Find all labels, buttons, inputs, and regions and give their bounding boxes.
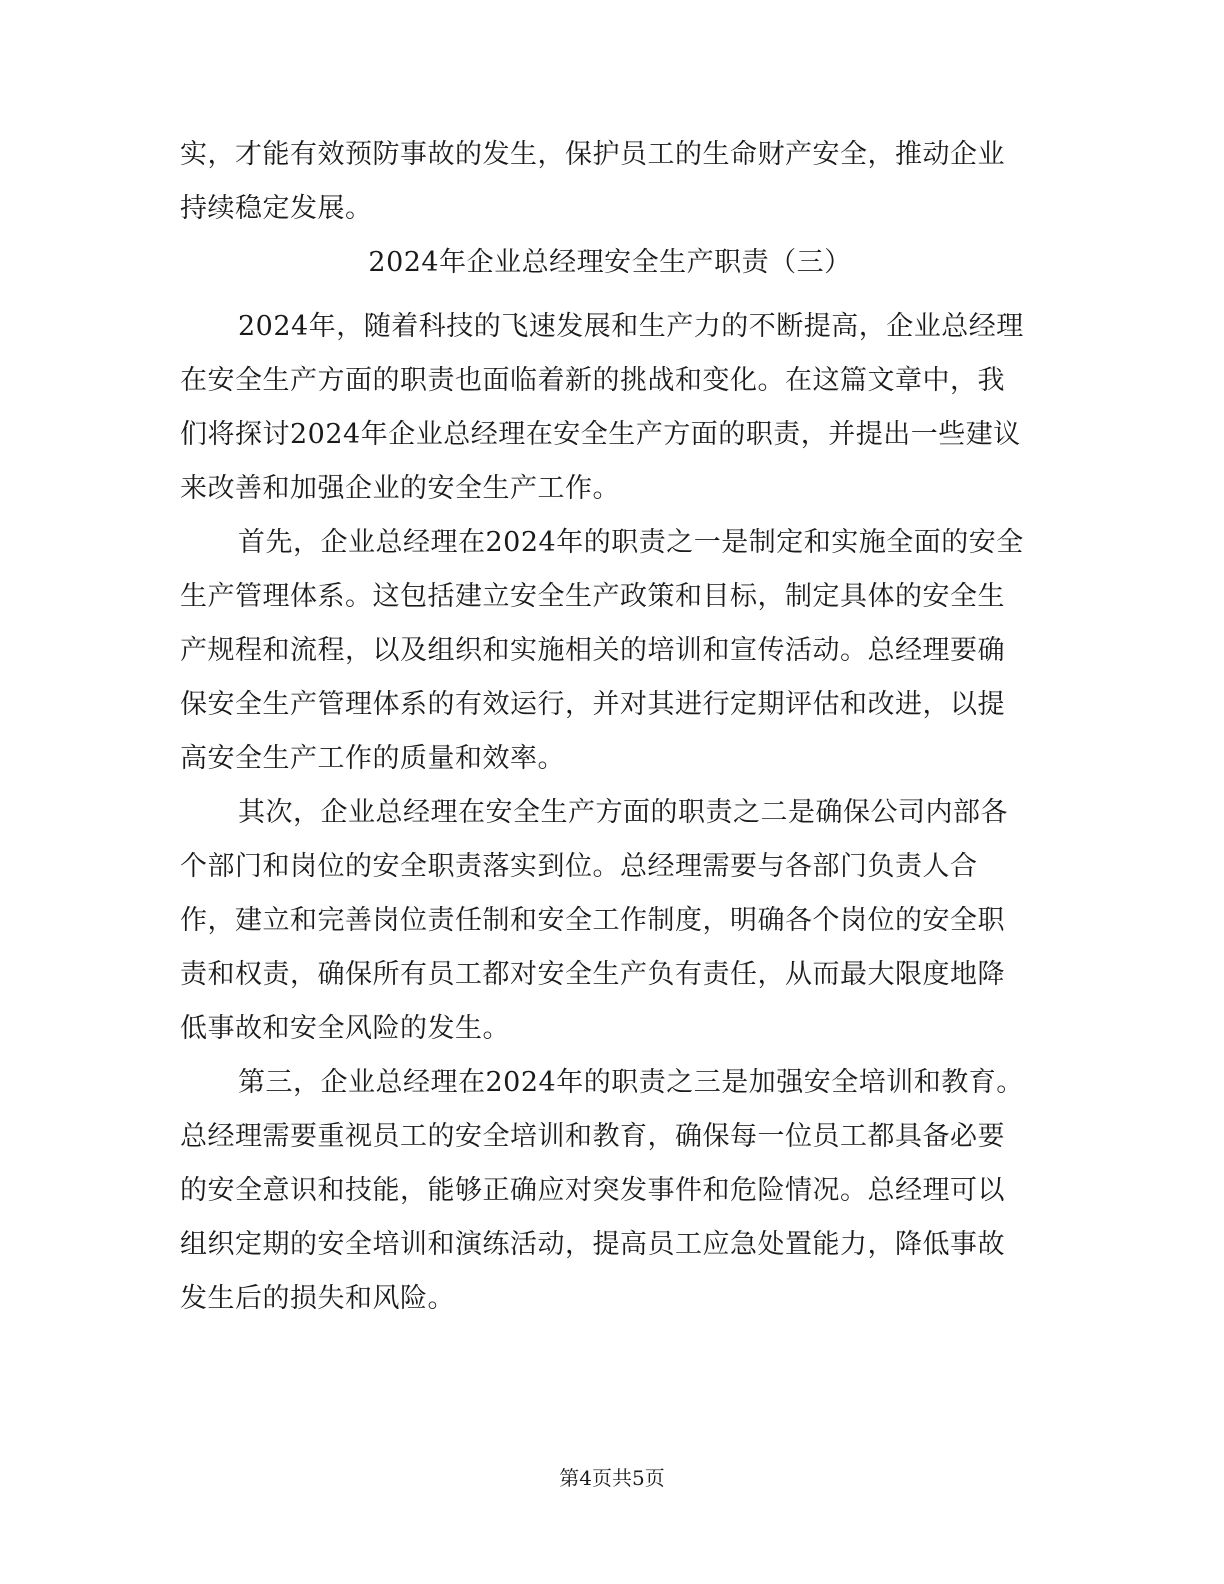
- paragraph-line: 2024年，随着科技的飞速发展和生产力的不断提高，企业总经理: [238, 311, 1024, 342]
- paragraph-line: 在安全生产方面的职责也面临着新的挑战和变化。在这篇文章中，我: [180, 365, 1005, 396]
- paragraph-line: 持续稳定发展。: [180, 193, 373, 224]
- paragraph-line: 责和权责，确保所有员工都对安全生产负有责任，从而最大限度地降: [180, 959, 1005, 990]
- paragraph-2: [180, 516, 1040, 786]
- paragraph-line: 个部门和岗位的安全职责落实到位。总经理需要与各部门负责人合: [180, 851, 978, 882]
- page-number: 第4页共5页: [559, 1466, 665, 1490]
- paragraph-line: 总经理需要重视员工的安全培训和教育，确保每一位员工都具备必要: [180, 1121, 1005, 1152]
- paragraph-line: 保安全生产管理体系的有效运行，并对其进行定期评估和改进，以提: [180, 689, 1005, 720]
- paragraph-line: 的安全意识和技能，能够正确应对突发事件和危险情况。总经理可以: [180, 1175, 1005, 1206]
- paragraph-line: 高安全生产工作的质量和效率。: [180, 743, 565, 774]
- paragraph-line: 作，建立和完善岗位责任制和安全工作制度，明确各个岗位的安全职: [180, 905, 1005, 936]
- paragraph-line: 产规程和流程，以及组织和实施相关的培训和宣传活动。总经理要确: [180, 635, 1005, 666]
- paragraph-line: 发生后的损失和风险。: [180, 1283, 455, 1314]
- paragraph-line: 第三，企业总经理在2024年的职责之三是加强安全培训和教育。: [238, 1067, 1024, 1098]
- paragraph-line: 组织定期的安全培训和演练活动，提高员工应急处置能力，降低事故: [180, 1229, 1005, 1260]
- continued-paragraph: [180, 128, 1040, 236]
- paragraph-line: 来改善和加强企业的安全生产工作。: [180, 473, 620, 504]
- paragraph-line: 生产管理体系。这包括建立安全生产政策和目标，制定具体的安全生: [180, 581, 1005, 612]
- paragraph-line: 首先，企业总经理在2024年的职责之一是制定和实施全面的安全: [238, 527, 1024, 558]
- paragraph-line: 低事故和安全风险的发生。: [180, 1013, 510, 1044]
- paragraph-line: 们将探讨2024年企业总经理在安全生产方面的职责，并提出一些建议: [180, 419, 1021, 450]
- section-title: 2024年企业总经理安全生产职责（三）: [368, 247, 852, 278]
- paragraph-4: [180, 1056, 1040, 1326]
- paragraph-line: 实，才能有效预防事故的发生，保护员工的生命财产安全，推动企业: [180, 139, 1005, 170]
- paragraph-1: [180, 300, 1040, 516]
- paragraph-line: 其次，企业总经理在安全生产方面的职责之二是确保公司内部各: [238, 797, 1008, 828]
- paragraph-3: [180, 786, 1040, 1056]
